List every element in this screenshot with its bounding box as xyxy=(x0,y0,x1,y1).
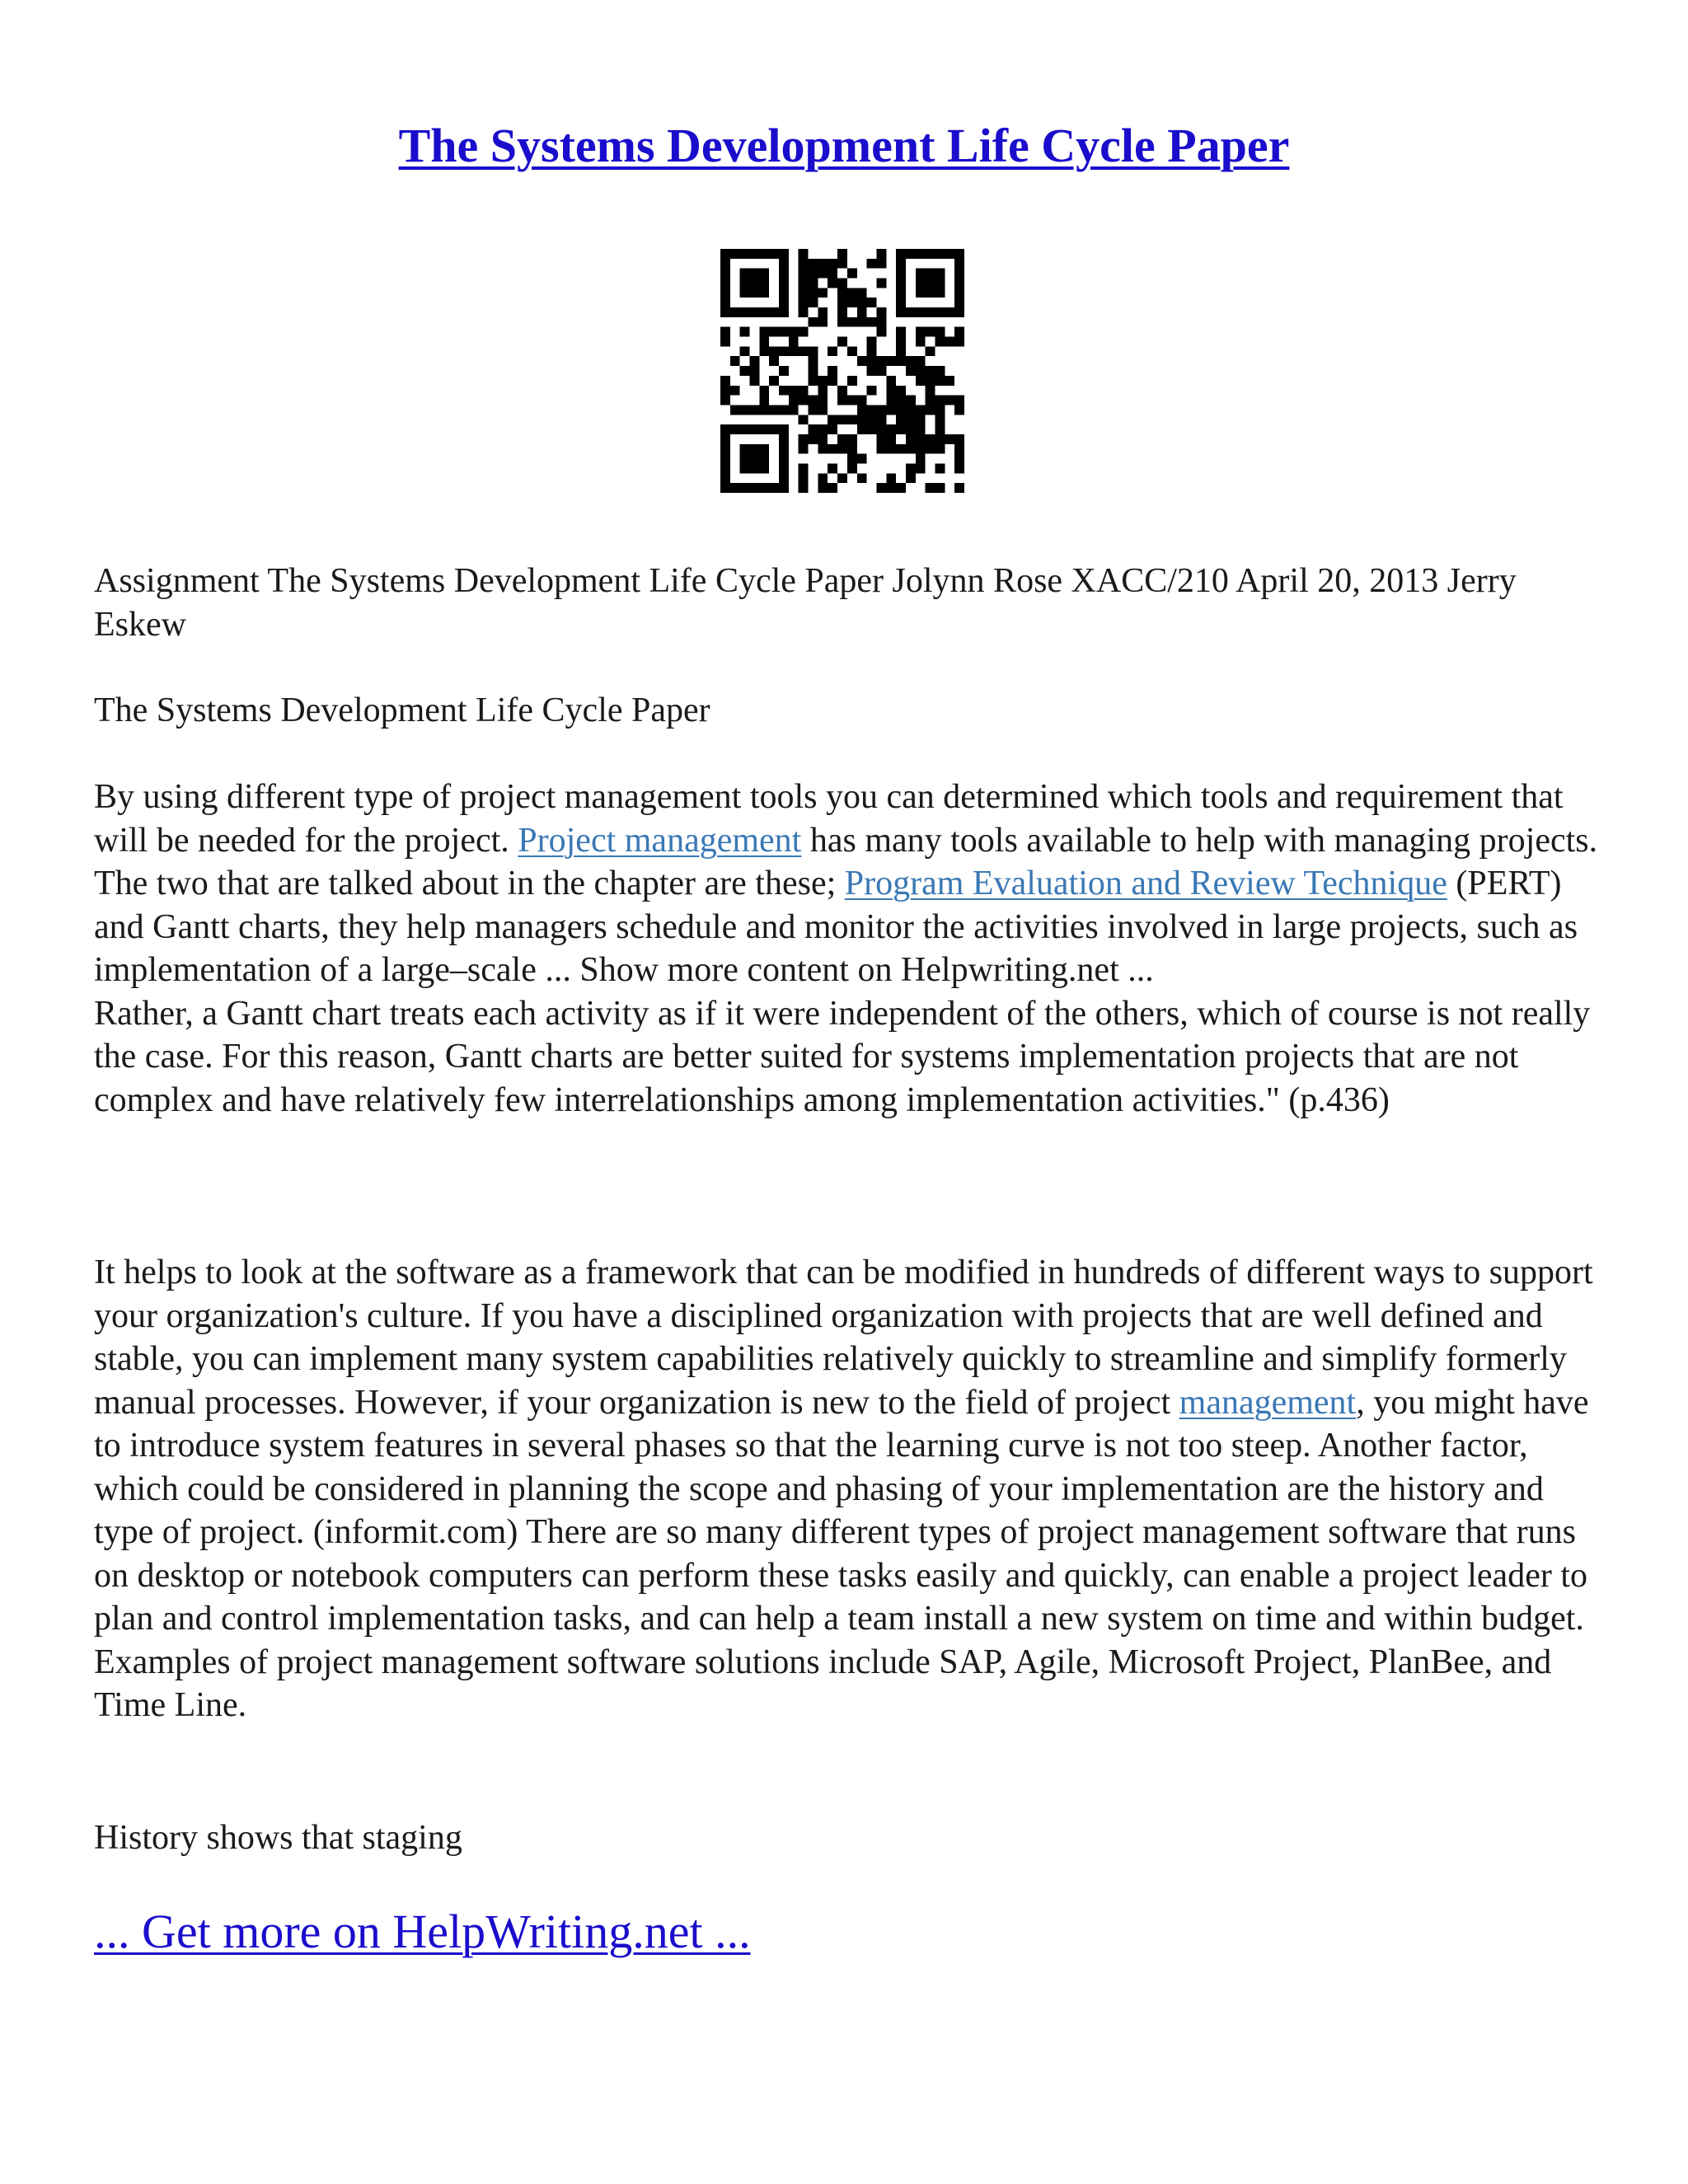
para1-text-d: Rather, a Gantt chart treats each activity as if it were independent of the others, which of course is not really the case. For this reason, Gantt charts are better suited for systems implementation projects that are not complex and have relatively few interrelationships among implementation activities." (p.436) xyxy=(94,994,1591,1119)
qr-code-icon xyxy=(720,249,964,493)
section-subtitle: The Systems Development Life Cycle Paper xyxy=(94,691,710,729)
assignment-line: Assignment The Systems Development Life Cycle Paper Jolynn Rose XACC/210 April 20, 2013 Jerry Eskew xyxy=(94,562,1517,644)
get-more-link[interactable]: ... Get more on HelpWriting.net ... xyxy=(94,1905,751,1958)
para2-text-b: , you might have to introduce system features in several phases so that the learning curve is not too steep. Another factor, which could be considered in planning the scope and phasing of your implementation are the history and type of project. (informit.com) There are so many different types of project management software that runs on desktop or notebook computers can perform these tasks easily and quickly, can enable a project leader to plan and control implementation tasks, and can help a team install a new system on time and within budget. Examples of project management software solutions include SAP, Agile, Microsoft Project, PlanBee, and Time Line. xyxy=(94,1383,1589,1724)
pert-link[interactable]: Program Evaluation and Review Technique xyxy=(844,865,1447,902)
title-link[interactable]: The Systems Development Life Cycle Paper xyxy=(398,119,1290,172)
paragraph-history: History shows that staging xyxy=(94,1819,462,1857)
para2-text-a: It helps to look at the software as a framework that can be modified in hundreds of different ways to support your organization's culture. If you have a disciplined organization with projects that are well defined and stable, you can implement many system capabilities relatively quickly to streamline and simplify formerly manual processes. However, if your organization is new to the field of project xyxy=(94,1254,1593,1422)
project-management-link[interactable]: Project management xyxy=(518,821,802,860)
para1-text-c: (PERT) and Gantt charts, they help managers schedule and monitor the activities involved in large projects, such as implementation of a large–scale ... Show more content on Helpwriting.net ... xyxy=(94,865,1578,989)
paragraph-pert-gantt xyxy=(94,776,1602,1122)
page-title xyxy=(0,117,1688,175)
para1-text-a: By using different type of project management tools you can determined which tools and requirement that will be needed for the project. xyxy=(94,778,1564,860)
para1-text-b: has many tools available to help with managing projects. The two that are talked about in the chapter are these; xyxy=(94,821,1598,902)
management-link[interactable]: management xyxy=(1179,1383,1357,1422)
get-more-cta xyxy=(94,1902,751,1961)
paragraph-implementation xyxy=(94,1251,1602,1727)
